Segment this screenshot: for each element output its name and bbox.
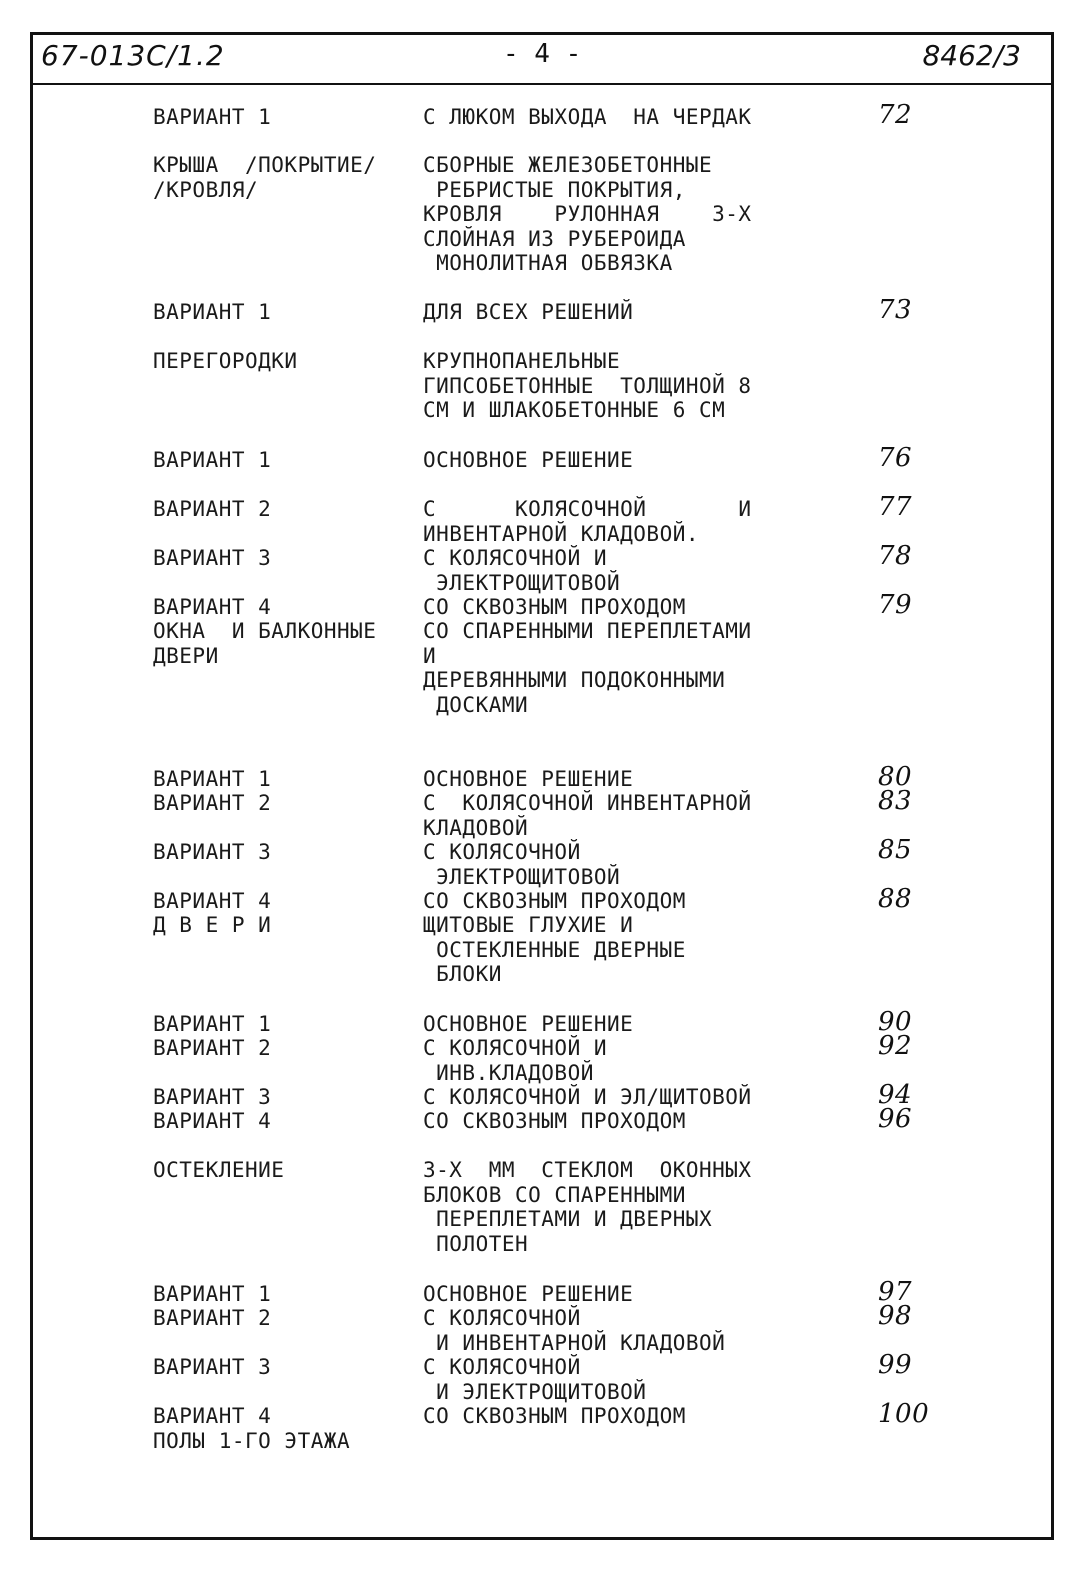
entry-description: КРУПНОПАНЕЛЬНЫЕ [423, 349, 621, 373]
entry-description: ИНВЕНТАРНОЙ КЛАДОВОЙ. [423, 521, 700, 546]
entry-page-number: 76 [878, 443, 913, 473]
entry-description: РЕБРИСТЫЕ ПОКРЫТИЯ, [423, 177, 686, 202]
entry-page-number: 97 [878, 1277, 913, 1307]
entry-label: ВАРИАНТ 4 [153, 1109, 272, 1133]
entry-description: С КОЛЯСОЧНОЙ И ЭЛ/ЩИТОВОЙ [423, 1085, 752, 1109]
entry-label: ВАРИАНТ 3 [153, 840, 272, 864]
entry-label: ВАРИАНТ 1 [153, 300, 272, 324]
entry-label: ДВЕРИ [153, 643, 219, 668]
entry-description: ОСНОВНОЕ РЕШЕНИЕ [423, 448, 634, 472]
entry-description: СО СКВОЗНЫМ ПРОХОДОМ [423, 1404, 686, 1428]
entry-label: ПЕРЕГОРОДКИ [153, 349, 298, 373]
entry-description: С КОЛЯСОЧНОЙ И [423, 1036, 608, 1060]
entry-description: ПОЛОТЕН [423, 1231, 529, 1256]
entry-label: /КРОВЛЯ/ [153, 177, 259, 202]
entry-label: КРЫША /ПОКРЫТИЕ/ [153, 153, 377, 177]
entry-description: ОСНОВНОЕ РЕШЕНИЕ [423, 1282, 634, 1306]
entry-description: ЩИТОВЫЕ ГЛУХИЕ И [423, 913, 634, 937]
entry-description: КРОВЛЯ РУЛОННАЯ 3-Х [423, 202, 752, 226]
page-number: - 4 - [503, 39, 582, 69]
entry-label: ВАРИАНТ 2 [153, 497, 272, 521]
entry-label: ВАРИАНТ 1 [153, 1012, 272, 1036]
entry-page-number: 90 [878, 1007, 913, 1037]
entry-label: Д В Е Р И [153, 913, 272, 937]
entry-page-number: 79 [878, 590, 913, 620]
entry-description: ЭЛЕКТРОЩИТОВОЙ [423, 570, 621, 595]
entry-page-number: 94 [878, 1080, 913, 1110]
entry-description: СО СКВОЗНЫМ ПРОХОДОМ [423, 889, 686, 913]
entry-description: СБОРНЫЕ ЖЕЛЕЗОБЕТОННЫЕ [423, 153, 713, 177]
entry-description: С КОЛЯСОЧНОЙ [423, 1306, 581, 1330]
entry-description: БЛОКОВ СО СПАРЕННЫМИ [423, 1182, 686, 1207]
entry-description: ЭЛЕКТРОЩИТОВОЙ [423, 864, 621, 889]
entry-page-number: 100 [878, 1399, 930, 1429]
entry-label: ВАРИАНТ 1 [153, 1282, 272, 1306]
document-sheet [30, 32, 1054, 1540]
entry-description: ОСНОВНОЕ РЕШЕНИЕ [423, 767, 634, 791]
entry-description: С ЛЮКОМ ВЫХОДА НА ЧЕРДАК [423, 105, 752, 129]
entry-label: ПОЛЫ 1-ГО ЭТАЖА [153, 1428, 351, 1453]
entry-description: СМ И ШЛАКОБЕТОННЫЕ 6 СМ [423, 398, 726, 422]
entry-description: СО СПАРЕННЫМИ ПЕРЕПЛЕТАМИ [423, 619, 752, 643]
entry-page-number: 78 [878, 541, 913, 571]
entry-description: СО СКВОЗНЫМ ПРОХОДОМ [423, 595, 686, 619]
entry-label: ВАРИАНТ 2 [153, 1036, 272, 1060]
entry-label: ОСТЕКЛЕНИЕ [153, 1158, 285, 1182]
entry-description: С КОЛЯСОЧНОЙ [423, 840, 581, 864]
entry-label: ВАРИАНТ 1 [153, 105, 272, 129]
entry-description: С КОЛЯСОЧНОЙ ИНВЕНТАРНОЙ [423, 791, 752, 815]
entry-description: С КОЛЯСОЧНОЙ И [423, 546, 608, 570]
entry-description: 3-Х ММ СТЕКЛОМ ОКОННЫХ [423, 1158, 752, 1182]
entry-label: ВАРИАНТ 2 [153, 791, 272, 815]
entry-page-number: 85 [878, 835, 913, 865]
entry-page-number: 92 [878, 1031, 913, 1061]
entry-description: ГИПСОБЕТОННЫЕ ТОЛЩИНОЙ 8 [423, 373, 752, 398]
entry-description: И [423, 643, 437, 668]
entry-page-number: 96 [878, 1104, 913, 1134]
entry-page-number: 88 [878, 884, 913, 914]
entry-description: ИНВ.КЛАДОВОЙ [423, 1060, 594, 1085]
entry-description: КЛАДОВОЙ [423, 815, 529, 840]
entry-label: ВАРИАНТ 1 [153, 448, 272, 472]
entry-label: ВАРИАНТ 1 [153, 767, 272, 791]
entry-label: ВАРИАНТ 3 [153, 1355, 272, 1379]
entry-label: ВАРИАНТ 3 [153, 1085, 272, 1109]
entry-page-number: 73 [878, 295, 913, 325]
entry-description: МОНОЛИТНАЯ ОБВЯЗКА [423, 251, 673, 275]
entry-label: ВАРИАНТ 4 [153, 889, 272, 913]
entry-description: С КОЛЯСОЧНОЙ [423, 1355, 581, 1379]
entry-description: И ЭЛЕКТРОЩИТОВОЙ [423, 1379, 647, 1404]
entry-label: ВАРИАНТ 4 [153, 595, 272, 619]
entry-page-number: 99 [878, 1350, 913, 1380]
entry-label: ВАРИАНТ 4 [153, 1404, 272, 1428]
entry-description: ОСТЕКЛЕННЫЕ ДВЕРНЫЕ [423, 937, 686, 962]
entry-description: ОСНОВНОЕ РЕШЕНИЕ [423, 1012, 634, 1036]
entry-label: ВАРИАНТ 2 [153, 1306, 272, 1330]
entry-page-number: 77 [878, 492, 913, 522]
entry-label: ОКНА И БАЛКОННЫЕ [153, 619, 377, 643]
entry-page-number: 80 [878, 762, 913, 792]
entry-description: ДЛЯ ВСЕХ РЕШЕНИЙ [423, 300, 634, 324]
entry-description: ПЕРЕПЛЕТАМИ И ДВЕРНЫХ [423, 1207, 713, 1231]
entry-label: ВАРИАНТ 3 [153, 546, 272, 570]
entry-page-number: 83 [878, 786, 913, 816]
entry-description: ДЕРЕВЯННЫМИ ПОДОКОННЫМИ [423, 668, 726, 692]
entry-page-number: 72 [878, 100, 913, 130]
sheet-code: 8462/3 [922, 39, 1021, 72]
entry-description: СО СКВОЗНЫМ ПРОХОДОМ [423, 1109, 686, 1133]
entry-description: БЛОКИ [423, 962, 502, 986]
entry-description: СЛОЙНАЯ ИЗ РУБЕРОИДА [423, 226, 686, 251]
table-of-contents [33, 35, 1051, 1537]
entry-page-number: 98 [878, 1301, 913, 1331]
entry-description: И ИНВЕНТАРНОЙ КЛАДОВОЙ [423, 1330, 726, 1355]
entry-description: ДОСКАМИ [423, 692, 529, 717]
entry-description: С КОЛЯСОЧНОЙ И [423, 497, 752, 521]
document-code: 67-013С/1.2 [41, 39, 225, 72]
